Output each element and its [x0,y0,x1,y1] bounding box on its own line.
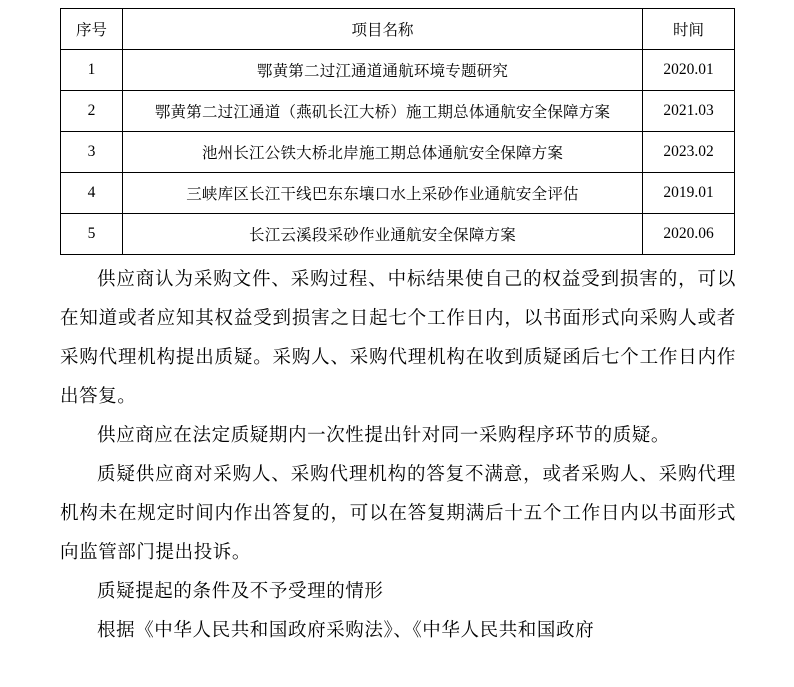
cell-time: 2020.06 [643,214,735,255]
cell-project-name: 鄂黄第二过江通道通航环境专题研究 [123,50,643,91]
paragraph-one-time-query: 供应商应在法定质疑期内一次性提出针对同一采购程序环节的质疑。 [97,426,671,446]
table-row [61,132,735,173]
document-body [0,255,794,651]
cell-time: 2020.01 [643,50,735,91]
cell-no: 4 [61,173,123,214]
cell-time: 2023.02 [643,132,735,173]
table-row [61,50,735,91]
table-row [61,173,735,214]
cell-project-name: 鄂黄第二过江通道（燕矶长江大桥）施工期总体通航安全保障方案 [123,91,643,132]
table-body [61,50,735,255]
table-row [61,214,735,255]
column-header-time: 时间 [643,9,735,50]
cell-no: 5 [61,214,123,255]
cell-time: 2021.03 [643,91,735,132]
project-table [60,8,735,255]
cell-project-name: 三峡库区长江干线巴东东壤口水上采砂作业通航安全评估 [123,173,643,214]
cell-project-name: 长江云溪段采砂作业通航安全保障方案 [123,214,643,255]
cell-no: 3 [61,132,123,173]
column-header-no: 序号 [61,9,123,50]
paragraph-complaint-rights: 供应商认为采购文件、采购过程、中标结果使自己的权益受到损害的，可以在知道或者应知其权益受到损害之日起七个工作日内，以书面形式向采购人或者采购代理机构提出质疑。采购人、采购代理机构在收到质疑函后七个工作日内作出答复。 [60,270,736,407]
paragraph-appeal: 质疑供应商对采购人、采购代理机构的答复不满意，或者采购人、采购代理机构未在规定时间内作出答复的，可以在答复期满后十五个工作日内以书面形式向监管部门提出投诉。 [60,465,736,563]
table-row [61,91,735,132]
cell-time: 2019.01 [643,173,735,214]
cell-no: 1 [61,50,123,91]
table-header [61,9,735,50]
paragraph-legal-basis: 根据《中华人民共和国政府采购法》、《中华人民共和国政府 [97,621,595,641]
project-table-container [0,0,794,255]
paragraph-conditions-heading: 质疑提起的条件及不予受理的情形 [97,582,384,602]
table-header-row [61,9,735,50]
cell-project-name: 池州长江公铁大桥北岸施工期总体通航安全保障方案 [123,132,643,173]
cell-no: 2 [61,91,123,132]
column-header-name: 项目名称 [123,9,643,50]
